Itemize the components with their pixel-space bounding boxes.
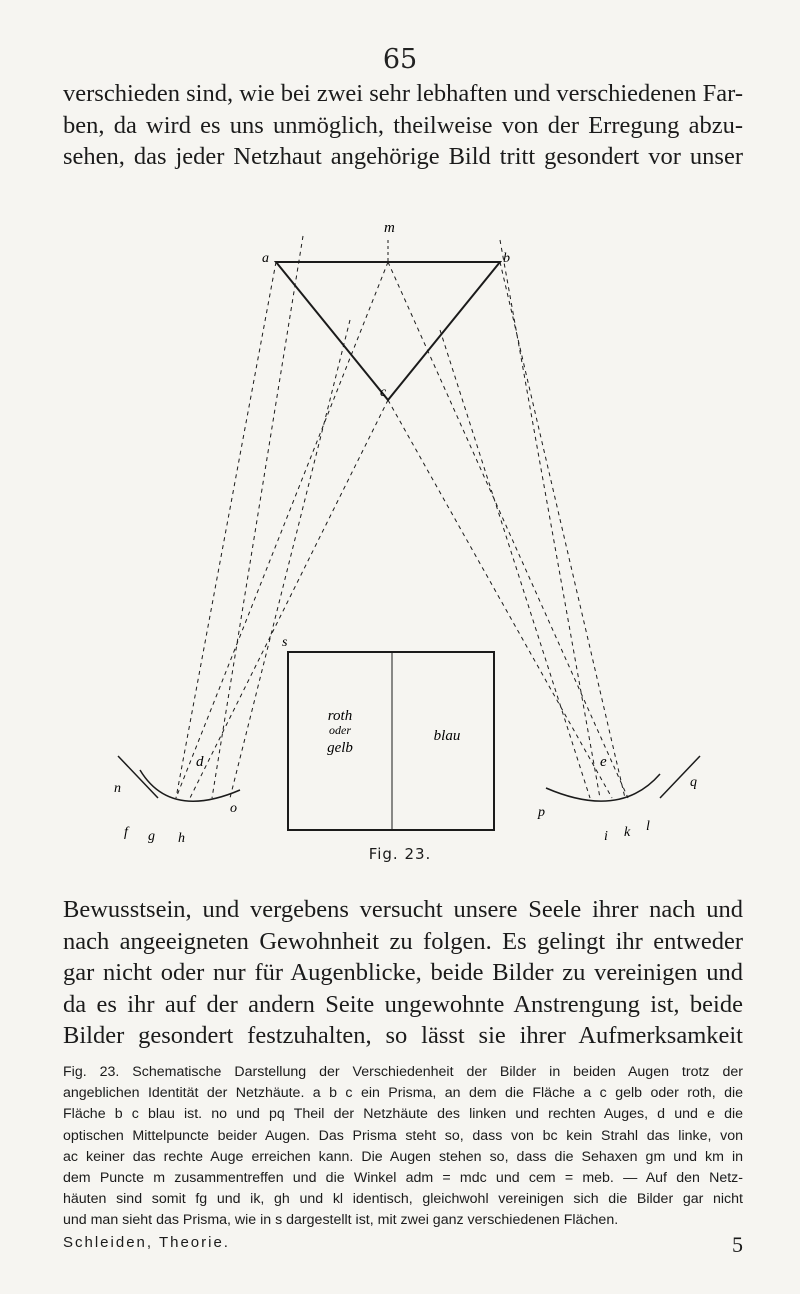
label-a: a xyxy=(262,251,269,266)
label-g: g xyxy=(148,829,155,844)
paragraph-top xyxy=(63,78,743,173)
page-number: 65 xyxy=(382,44,418,75)
label-h: h xyxy=(178,831,185,846)
axis-line xyxy=(176,262,388,798)
ray-line xyxy=(440,330,590,798)
text-line: Bilder gesondert festzuhalten, so lässt sie ihrer Aufmerksamkeit xyxy=(63,1022,743,1049)
caption-line: optischen Mittelpuncte beider Augen. Das Prisma steht so, dass von bc kein Strahl das linke, von xyxy=(63,1127,743,1144)
caption-line: angeblichen Identität der Netzhäute. a b c ein Prisma, an dem die Fläche a c gelb oder roth, die xyxy=(63,1085,743,1102)
caption-line: Fig. 23. Schematische Darstellung der Verschiedenheit der Bilder in beiden Augen trotz der xyxy=(63,1064,743,1080)
text-line: verschieden sind, wie bei zwei sehr lebhaften und verschiedenen Far- xyxy=(63,80,743,107)
box-text-left: oder xyxy=(329,723,351,737)
page-footer xyxy=(63,1232,743,1257)
caption-line: Fläche b c blau ist. no und pq Theil der Netzhäute des linken und rechten Auges, d und e die xyxy=(63,1106,743,1123)
label-m: m xyxy=(384,220,395,236)
label-k: k xyxy=(624,825,631,840)
text-line: Bewusstsein, und vergebens versucht unsere Seele ihrer nach und xyxy=(63,896,743,923)
label-f: f xyxy=(124,825,128,840)
ray-line xyxy=(176,262,276,798)
sheet-number: 5 xyxy=(732,1232,743,1257)
ray-line xyxy=(500,240,600,798)
box-text-left: gelb xyxy=(327,740,353,756)
text-line: gar nicht oder nur für Augenblicke, beide Bilder zu vereinigen und xyxy=(63,959,743,986)
figure-23 xyxy=(0,200,800,860)
caption-line: ac keiner das rechte Auge erreichen kann. Die Augen stehen so, dass die Sehaxen gm und km in xyxy=(63,1148,743,1165)
label-q: q xyxy=(690,775,697,790)
caption-line: dem Puncte m zusammentreffen und die Winkel adm = mdc und cem = meb. — Auf den Netz- xyxy=(63,1170,743,1187)
label-c: c xyxy=(380,385,387,400)
box-text-left: roth xyxy=(327,708,353,724)
retina-left xyxy=(140,770,240,801)
label-e: e xyxy=(600,754,607,770)
prism-view-box xyxy=(288,652,494,830)
caption-line: und man sieht das Prisma, wie in s dargestellt ist, mit zwei ganz verschiedenen Flächen. xyxy=(63,1212,619,1229)
label-o: o xyxy=(230,801,237,816)
box-text-right: blau xyxy=(433,728,461,744)
retina-right xyxy=(546,774,660,801)
label-s: s xyxy=(282,635,288,650)
text-line: nach angeeigneten Gewohnheit zu folgen. Es gelingt ihr entweder xyxy=(63,927,743,955)
label-d: d xyxy=(196,754,204,770)
caption-line: häuten sind somit fg und ik, gh und kl identisch, gleichwohl vereinigen sich die Bilder gar nicht xyxy=(63,1191,743,1208)
label-i: i xyxy=(604,829,608,844)
figure-label: Fig. 23. xyxy=(368,845,432,863)
text-line: sehen, das jeder Netzhaut angehörige Bild tritt gesondert vor unser xyxy=(63,143,743,170)
text-line: da es ihr auf der andern Seite ungewohnte Anstrengung ist, beide xyxy=(63,990,743,1018)
signature-mark: Schleiden, Theorie. xyxy=(63,1234,230,1251)
paragraph-bottom xyxy=(63,894,743,1052)
axis-line xyxy=(388,262,628,798)
label-p: p xyxy=(538,805,545,820)
figure-caption xyxy=(63,1062,743,1232)
ray-line xyxy=(212,236,303,798)
label-l: l xyxy=(646,819,650,834)
label-n: n xyxy=(114,781,121,796)
label-b: b xyxy=(503,251,510,266)
prism-triangle xyxy=(276,262,500,400)
text-line: ben, da wird es uns unmöglich, theilweise von der Erregung abzu- xyxy=(63,111,743,139)
